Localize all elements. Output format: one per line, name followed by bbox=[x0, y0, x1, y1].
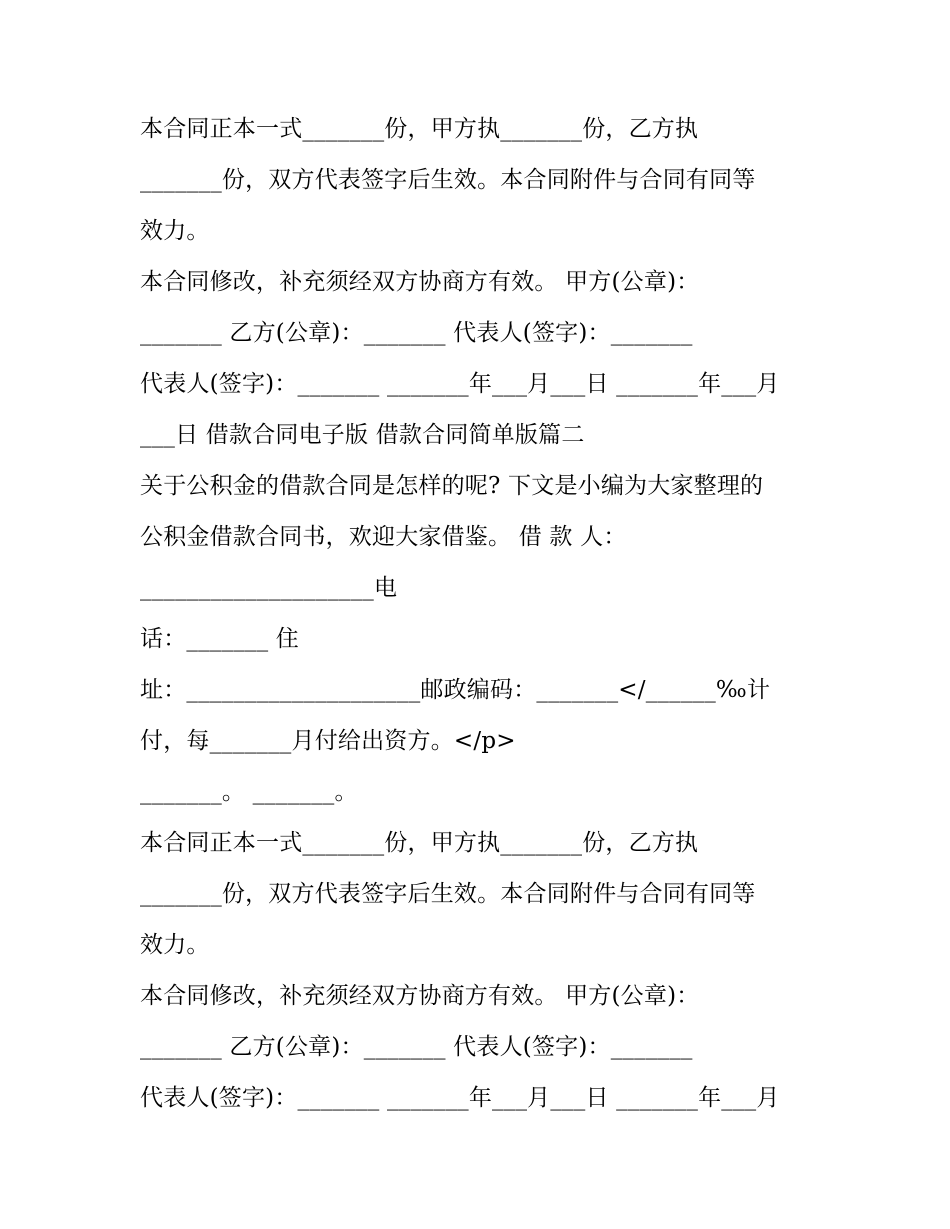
text-line: 本合同正本一式_______份，甲方执_______份，乙方执 bbox=[140, 116, 699, 142]
text-line: 本合同修改，补充须经双方协商方有效。 甲方(公章)： bbox=[140, 983, 700, 1009]
text-line: 公积金借款合同书，欢迎大家借鉴。 借 款 人： bbox=[140, 524, 627, 550]
text-line: 址：____________________邮政编码：_______</______‰计 bbox=[140, 677, 771, 703]
text-line: 本合同修改，补充须经双方协商方有效。 甲方(公章)： bbox=[140, 269, 700, 295]
text-line: _______份，双方代表签字后生效。本合同附件与合同有同等 bbox=[140, 167, 756, 193]
text-line: _______。 _______。 bbox=[140, 779, 358, 805]
text-line: 话：_______ 住 bbox=[140, 626, 300, 652]
text-line: 代表人(签字)：_______ _______年___月___日 _______年___月 bbox=[140, 1085, 780, 1111]
text-line: ___日 借款合同电子版 借款合同简单版篇二 bbox=[140, 422, 585, 448]
document-body bbox=[140, 104, 820, 1124]
text-line: _______ 乙方(公章)：_______ 代表人(签字)：_______ bbox=[140, 320, 693, 346]
text-line: 关于公积金的借款合同是怎样的呢? 下文是小编为大家整理的 bbox=[140, 473, 764, 499]
text-line: 代表人(签字)：_______ _______年___月___日 _______年___月 bbox=[140, 371, 780, 397]
text-line: 效力。 bbox=[140, 218, 210, 244]
text-line: 付，每_______月付给出资方。</p> bbox=[140, 728, 516, 754]
text-line: 本合同正本一式_______份，甲方执_______份，乙方执 bbox=[140, 830, 699, 856]
text-line: 效力。 bbox=[140, 932, 210, 958]
text-line: _______ 乙方(公章)：_______ 代表人(签字)：_______ bbox=[140, 1034, 693, 1060]
text-line: ____________________电 bbox=[140, 575, 398, 601]
text-line: _______份，双方代表签字后生效。本合同附件与合同有同等 bbox=[140, 881, 756, 907]
